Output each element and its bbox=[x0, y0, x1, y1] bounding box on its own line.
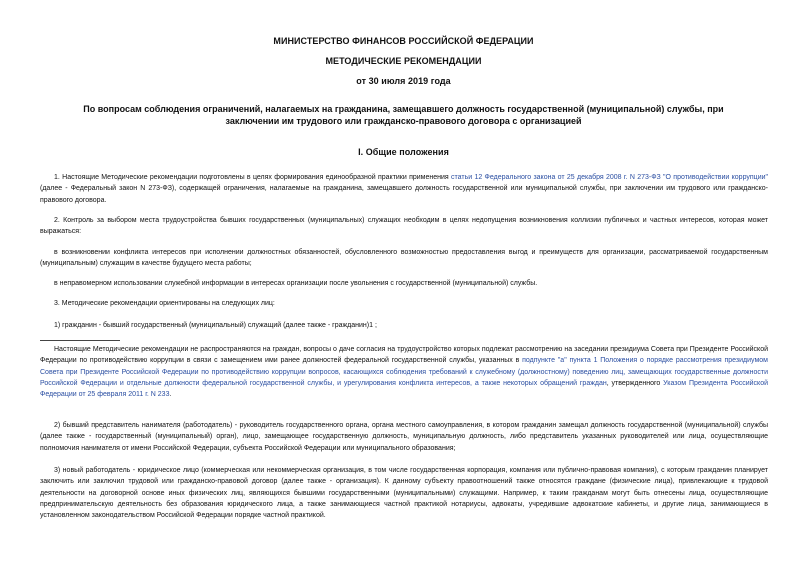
paragraph-3-item-2: 2) бывший представитель нанимателя (работодатель) - руководитель государственного органа, органа местного самоуправления, в котором гражданин замещал должность государственной (муниципальной) службы (далее также - государственный (муниципальный) орган), лицо, замещающее государственную должность, муниципальную должность, либо представитель указанных руководителей или лица, осуществляющие полномочия нанимателя от имени Российской Федерации, субъекта Российской Федерации или муниципального образования; bbox=[40, 422, 768, 452]
footnote-text-end: . bbox=[169, 391, 172, 399]
footnote-separator bbox=[40, 340, 120, 341]
decree-link[interactable]: Указом Президента Российской Федерации от 25 февраля 2011 г. N 233 bbox=[40, 379, 769, 399]
paragraph-2a: в возникновении конфликта интересов при исполнении должностных обязанностей, обусловленного возможностью предоставления выгод и преимуществ для организации, рассматриваемой государственным (муниципальным) служащим в качестве будущего места работы; bbox=[40, 249, 768, 268]
paragraph-3-item-3: 3) новый работодатель - юридическое лицо (коммерческая или некоммерческая организация, в том числе государственная корпорация, компания или публично-правовая компания), с которым гражданин планирует заключить или заключил трудовой или гражданско-правовой договор (далее также - организация). К данному субъекту правоотношений также относятся граждане (физические лица), привлекающие к трудовой деятельности на договорной основе иных физических лиц, являющихся бывшими государственными (муниципальными) служащими. Например, к таким гражданам могут быть отнесены лица, осуществляющие предпринимательскую деятельность без образования юридического лица, а также занимающиеся частной практикой нотариусы, адвокаты, учредившие адвокатские кабинеты, и другие лица, занимающиеся в установленном законодательством Российской Федерации порядке частной практикой. bbox=[40, 467, 768, 520]
document-date: от 30 июля 2019 года bbox=[356, 76, 451, 86]
document-type-heading: МЕТОДИЧЕСКИЕ РЕКОМЕНДАЦИИ bbox=[325, 56, 482, 66]
section-title: I. Общие положения bbox=[358, 147, 449, 157]
ministry-heading: МИНИСТЕРСТВО ФИНАНСОВ РОССИЙСКОЙ ФЕДЕРАЦИИ bbox=[273, 36, 534, 46]
footnote-text-start: Настоящие Методические рекомендации не распространяются на граждан, вопросы о даче согласия на трудоустройство которых подлежат рассмотрению на заседании президиума Совета при Президенте Российской Федерации по противодействию коррупции в связи с замещением ими ранее должностей федеральной государственной службы, указанных в bbox=[40, 346, 768, 365]
paragraph-1-text-end: (далее - Федеральный закон N 273-ФЗ), содержащей ограничения, налагаемые на гражданина, замещавшего должность государственной или муниципальной службы, при заключении им трудового или гражданско-правового договора. bbox=[40, 185, 768, 204]
paragraph-2: 2. Контроль за выбором места трудоустройства бывших государственных (муниципальных) служащих необходим в целях недопущения возникновения коллизии публичных и частных интересов, которая может выражаться: bbox=[40, 217, 768, 236]
document-subject: По вопросам соблюдения ограничений, налагаемых на гражданина, замещавшего должность государственной (муниципальной) службы, при заключении им трудового или гражданско-правового договора с организацией bbox=[83, 104, 724, 126]
paragraph-3-item-1: 1) гражданин - бывший государственный (муниципальный) служащий (далее также - гражданин)1 ; bbox=[54, 322, 377, 329]
regulation-link[interactable]: подпункте "а" пункта 1 Положения о порядке рассмотрения президиумом Совета при Президенте Российской Федерации по противодействию коррупции вопросов, касающихся соблюдения требований к служебному (должностному) поведению лиц, замещающих государственные должности Российской Федерации и отдельные должности федеральной государственной службы, и урегулирования конфликта интересов, а также некоторых обращений граждан bbox=[40, 357, 768, 387]
paragraph-1 bbox=[40, 172, 768, 206]
paragraph-1-text-start: 1. Настоящие Методические рекомендации подготовлены в целях формирования единообразной практики применения bbox=[54, 174, 452, 181]
footnote-text bbox=[40, 344, 768, 400]
paragraph-3: 3. Методические рекомендации ориентированы на следующих лиц: bbox=[54, 300, 275, 307]
footnote-text-mid: , утвержденного bbox=[606, 379, 664, 387]
paragraph-2b: в неправомерном использовании служебной информации в интересах организации после увольнения с государственной (муниципальной) службы. bbox=[54, 280, 538, 287]
law-article-link[interactable]: статьи 12 Федерального закона от 25 декабря 2008 г. N 273-ФЗ "О противодействии коррупции" bbox=[451, 174, 768, 181]
